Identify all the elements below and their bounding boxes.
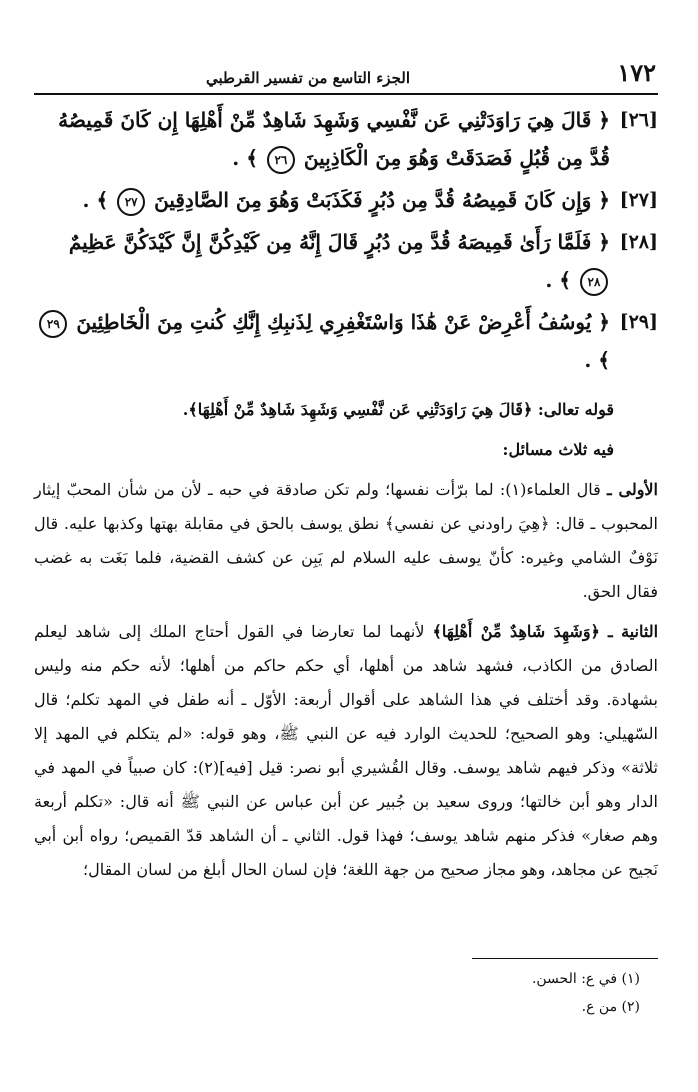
verse-27	[34, 181, 658, 219]
ayah-end-marker-icon: ٢٧	[117, 188, 145, 216]
verse-body: ﴿ وَإِن كَانَ قَمِيصُهُ قُدَّ مِن دُبُرٍ فَكَذَبَتْ وَهُوَ مِنَ الصَّادِقِينَ	[154, 188, 610, 212]
footnote-1: (١) في ع: الحسن.	[531, 971, 640, 987]
issue-first	[34, 473, 658, 609]
verse-number: [٢٨]	[619, 231, 658, 253]
verse-text	[34, 181, 610, 219]
quran-verses	[34, 101, 658, 379]
verse-26	[34, 101, 658, 177]
running-title: الجزء التاسع من تفسير القرطبي	[206, 69, 410, 87]
verse-29	[34, 303, 658, 379]
verse-text	[34, 223, 610, 299]
verse-close: ﴾ .	[82, 188, 109, 212]
issue-quote: ﴿وَشَهِدَ شَاهِدٌ مِّنْ أَهْلِهَا﴾	[432, 622, 600, 641]
issues-heading: فيه ثلاث مسائل:	[502, 440, 614, 459]
book-page	[34, 58, 658, 1092]
ayah-end-marker-icon: ٢٨	[580, 268, 608, 296]
verse-body: ﴿ يُوسُفُ أَعْرِضْ عَنْ هَٰذَا وَاسْتَغْفِرِي لِذَنبِكِ إِنَّكِ كُنتِ مِنَ الْخَاطِئِينَ	[76, 310, 610, 334]
ayah-end-marker-icon: ٢٦	[267, 146, 295, 174]
footnotes	[472, 958, 658, 1021]
ayah-end-marker-icon: ٢٩	[39, 310, 67, 338]
verse-text	[34, 303, 610, 379]
issue-text: لأنهما لما تعارضا في القول أحتاج الملك إلى شاهد ليعلم الصادق من الكاذب، فشهد شاهد من أهلها، أي حكم حاكم من أهلها؛ لأنه حكم منه وليس بشهادة. وقد أختلف في هذا الشاهد على أقوال أربعة: الأوّل ـ أنه طفل في المهد تكلم؛ قال السّهيلي: وهو الصحيح؛ للحديث الوارد فيه عن النبي ﷺ، وهو قوله: «لم يتكلم في المهد إلا ثلاثة» وذكر فيهم شاهد يوسف. وقال القُشيري أبو نصر: قيل [فيه](٢): كان صبياً في المهد في الدار وهو أبن خالتها؛ وروى سعيد بن جُبير عن أبن عباس عن النبي ﷺ أنه قال: «تكلم أربعة وهم صغار» فذكر منهم شاهد يوسف؛ فهذا قول. الثاني ـ أن الشاهد قدّ القميص؛ رواه أبن أبي نَجيح عن مجاهد، وهو مجاز صحيح من جهة اللغة؛ فإن لسان الحال أبلغ من لسان المقال؛	[34, 622, 659, 879]
verse-number: [٢٦]	[619, 109, 658, 131]
verse-28	[34, 223, 658, 299]
issue-label: الأولى ـ	[607, 480, 659, 499]
footnote-2: (٢) من ع.	[581, 999, 640, 1015]
commentary-body	[34, 393, 658, 887]
verse-body: ﴿ فَلَمَّا رَأَىٰ قَمِيصَهُ قُدَّ مِن دُبُرٍ قَالَ إِنَّهُ مِن كَيْدِكُنَّ إِنَّ كَيْدَكُنَّ عَظِيمٌ	[68, 230, 610, 254]
verse-number: [٢٧]	[619, 189, 658, 211]
issue-label: الثانية ـ	[607, 622, 659, 641]
issue-second	[34, 615, 658, 887]
verse-intro: قوله تعالى: ﴿قَالَ هِيَ رَاوَدَتْنِي عَن نَّفْسِي وَشَهِدَ شَاهِدٌ مِّنْ أَهْلِهَا﴾.	[182, 400, 614, 419]
page-number: ١٧٢	[617, 58, 656, 87]
verse-close: ﴾ .	[232, 146, 258, 170]
issue-text: قال العلماء(١): لما برّأت نفسها؛ ولم تكن صادقة في حبه ـ لأن من شأن المحبّ إيثار المحبوب ـ قال: ﴿هِيَ راودني عن نفسي﴾ نطق يوسف بالحق في مقابلة بهتها وكذبها عليه. قال نَوْفٌ الشامي وغيره: كأنّ يوسف عليه السلام لم يَبِن عن كشف القضية، فلما بَغَت به غضب فقال الحق.	[34, 480, 658, 601]
verse-text	[34, 101, 610, 177]
page-header	[34, 58, 658, 95]
verse-body: ﴿ قَالَ هِيَ رَاوَدَتْنِي عَن نَّفْسِي وَشَهِدَ شَاهِدٌ مِّنْ أَهْلِهَا إِن كَانَ قَمِيصُهُ قُدَّ مِن قُبُلٍ فَصَدَقَتْ وَهُوَ مِنَ الْكَاذِبِينَ	[58, 108, 610, 170]
verse-close: ﴾ .	[584, 348, 610, 372]
verse-number: [٢٩]	[619, 311, 658, 333]
verse-close: ﴾ .	[545, 268, 572, 292]
